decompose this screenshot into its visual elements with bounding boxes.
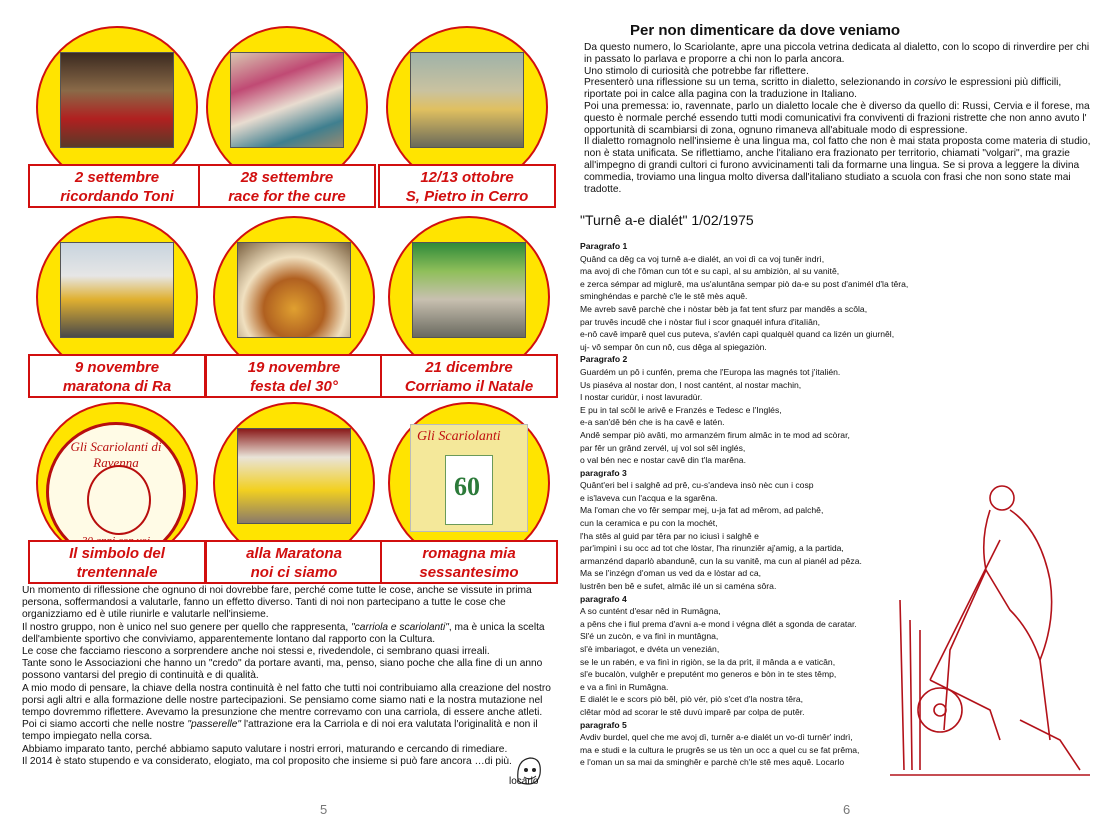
poem-title: "Turnê a-e dialét" 1/02/1975 [580,212,754,228]
event-tile-6 [380,216,558,398]
romagna-mia-poster: Gli Scariolanti 60 [410,424,528,532]
event-photo [237,242,351,338]
poem-line: Avdiv burdel, quel che me avoj dì, turnêr a-e dialét un vo-dì turnêr' indrì, [580,732,853,743]
event-photo [412,242,526,338]
poem-line: o val bén nec e nostar cavê din t'la marêna. [580,455,746,466]
poem-line: cun la ceramica e pu con la mochét, [580,518,718,529]
page-number-left: 5 [320,802,328,817]
poem-line: Quând ca dêg ca voj turnê a-e dialét, an voi dì ca voj tunêr indrì, [580,253,825,264]
poem-line: Andê sempar piò avâti, mo armanzém firum almâc in te mod ad scòrar, [580,429,850,440]
event-tile-7 [28,402,206,584]
poem-line: e is'laveva cun l'acqua e la sgarêna. [580,492,718,503]
event-tile-9 [380,402,558,584]
event-caption: 9 novembre maratona di Ra [28,354,206,398]
poem-line: Ma l'oman che vo fêr sempar mej, u-ja fat ad mêrom, ad palchê, [580,505,824,516]
event-photo [237,428,351,524]
intro-text: Da questo numero, lo Scariolante, apre una piccola vetrina dedicata al dialetto, con lo scopo di rinverdire per chi in passato lo parlava e proporre a chi non lo parla ancora. Uno stimolo di curiosità che potrebbe far riflettere. Presenterò una riflessione su un tema, scritto in dialetto, selezionando in corsivo le espressioni più difficili, riportate poi in calce alla pagina con la traduzione in Italiano. Poi una premessa: io, ravennate, parlo un dialetto locale che è diverso da quello di: Russi, Cervia e il forese, ma questo è normale perché essendo tutti modi comunicativi fra conviventi di frazioni ristrette che non anno avuto l' opportunità di scambiarsi di zona, ognuno rimaneva all'abituale modo di espressione. Il dialetto romagnolo nell'insieme è una lingua ma, col fatto che non è mai stata proposta come materia di studio, non è stata unificata. Se riflettiamo, anche l'italiano era frazionato per territorio, chiamati "volgari", ma grazie all'impegno di grandi cultori ci furono avvicinamenti tali da formarne una lingua. Se si prova a leggere la divina commedia, troviamo una lingua molto diversa dall'italiano studiato a scuola con frasi che non sono state mai tradotte. [584,42,1091,195]
event-caption: 19 novembre festa del 30° [205,354,383,398]
poem-line: uj- vô sempar ôn cun nô, cus dêga al spiegaziòn. [580,341,767,352]
poem-line: E dialét le e scors piò bêl, piò vér, piò s'cet d'la nostra têra, [580,694,804,705]
poem-line: l'ha stês al guid par têra par no iciusì i salghê e [580,530,759,541]
poem-line: sl'è imbariagot, e dvéta un venezián, [580,644,720,654]
poem-line: Ma se l'inzégn d'oman us ved da e lòstar ad ca, [580,568,761,579]
poem-line: Us piaséva al nostar don, I nost cantént, al nostar machin, [580,379,802,390]
poem-line: par'impinì i su occ ad tot che lòstar, l'ha rinunziêr aj'amig, a la partida, [580,543,844,554]
event-tile-4 [28,216,206,398]
poem-line: I nostar curidùr, i nost lavuradùr. [580,392,703,403]
poem-line: Sl'é un zucòn, e va finì in muntâgna, [580,631,719,642]
event-photo [60,242,174,338]
poem-line: Guardém un pô i cunfén, prema che l'Europa las magnés tot j'italién. [580,366,841,377]
wheelbarrow-figure-icon [87,465,151,535]
poem-line: Quânt'eri bel i salghê ad prê, cu-s'andeva insò nèc cun i cosp [580,480,814,491]
page-number-right: 6 [843,802,851,817]
poem-line: e-nô cavê imparê quel cus puteva, s'avlén capì qualquèl quand ca lizén un giurnêl, [580,329,895,340]
event-caption: 21 dicembre Corriamo il Natale [380,354,558,398]
scariolante-wheelbarrow-drawing [890,480,1090,780]
event-tile-3 [378,26,556,208]
poem-line: ma e studi e la cultura le prugrês se us tèn un occ a quel cu se fat prêma, [580,744,860,755]
poem-line: armanzénd daparlò abandunê, cun la su vanitê, ma cun al pianél ad pêza. [580,555,862,566]
left-article-text: Un momento di riflessione che ognuno di noi dovrebbe fare, perché come tutte le cose, anche se vissute in prima persona, soffermandosi a valutarle, fanno un effetto diverso. Tanti di noi non partecipano a tutte le cose che organizziamo ed è utile riunirle e valutarle nell'insieme. Il nostro gruppo, non è unico nel suo genere per quello che rappresenta, "carriola e scariolanti", ma è unica la scelta dell'ambiente sportivo che conviviamo, apparentemente lontano dal rapporto con la Cultura. Le cose che facciamo riescono a sorprendere anche noi stessi e, rivedendole, ci sembrano quasi irreali. Tante sono le Associazioni che hanno un "credo" da portare avanti, ma, penso, siano poche che alla fine di un anno possono vantarsi del pregio di continuità e di qualità. A mio modo di pensare, la chiave della nostra continuità è nel fatto che tutti noi contribuiamo alla creazione del nostro porsi agli altri e alla formazione delle nostre partecipazioni. Se pensiamo come siamo nati e la nostra mutazione nel tempo dovremmo riflettere. Avevamo la presunzione che mentre correvamo con una carriola, di essere anche atleti. Poi ci siamo accorti che nelle nostre "passerelle" l'attrazione era la Carriola e di noi era valutata l'originalità e non il tempo impiegato nella corsa. Abbiamo imparato tanto, perché abbiamo saputo valutare i nostri errori, maturando e cercando di rimediare. Il 2014 è stato stupendo e va considerato, elogiato, ma col proposito che insieme si può fare ancora …di più. [22,585,551,767]
event-tile-8 [205,402,383,584]
poem-line: par fêr un grând zervél, uj vol sol sêl inglés, [580,442,746,453]
poem-paragraph-heading: paragrafo 5 [580,719,627,730]
event-caption: 12/13 ottobre S, Pietro in Cerro [378,164,556,208]
event-tile-2 [198,26,376,208]
poem-line: se le un rabén, e va finì in rigiòn, se la da prìt, il mânda a e vaticân, [580,656,836,667]
poem-line: sminghéndas e parchè c'le le stê mès aquê. [580,291,748,302]
event-tile-1 [28,26,206,208]
event-caption: 2 settembre ricordando Toni [28,164,206,208]
event-photo [60,52,174,148]
article-title: Per non dimenticare da dove veniamo [630,22,901,39]
poem-paragraph-heading: Paragrafo 2 [580,354,628,365]
event-tile-5 [205,216,383,398]
poem-line: e zerca sémpar ad miglurê, ma us'aluntâna sempar piò da-e su post d'animél d'la têra, [580,278,909,289]
poem-paragraph-heading: paragrafo 3 [580,467,627,478]
poem-line: sl'e bucalòn, vulghêr e preputént mo generos e bòn in te stes têmp, [580,669,837,680]
event-caption: 28 settembre race for the cure [198,164,376,208]
poem-line: e va a finì in Rumâgna. [580,681,669,692]
poem-line: Me avreb savê parchè che i nòstar bèb ja fat tent sfurz par mandês a scôla, [580,303,868,314]
poem-line: e-a san'dê bén che is ha cavê e latén. [580,417,725,428]
author-signature: locarlo [509,776,539,787]
poem-line: par truvês incudê che i nòstar fiul i scor gnaquél infura d'itaIiân, [580,316,821,327]
poem-line: A so cuntént d'esar nêd in Rumâgna, [580,606,721,617]
scariolanti-anniversary-logo: Gli Scariolanti di Ravenna [46,422,186,562]
poem-line: a pêns che i fiul prema d'avni a-e mond i végna dlét a sgonda de caratar. [580,618,857,629]
event-caption: romagna mia sessantesimo [380,540,558,584]
poem-line: clêtar mòd ad scorar le stê duvù imparê par colpa de putêr. [580,706,805,717]
poem-paragraph-heading: Paragrafo 1 [580,241,628,251]
poem-line: ma avoj dì che l'ôman cun tót e su capì, al su ambiziòn, al su vanitê, [580,266,840,277]
poem-line: e l'oman un sa mai da sminghêr e parchè ch'le stê mes aquê. Locarlo [580,757,845,768]
event-photo [230,52,344,148]
poem-line: lustrên ben bê e sufet, almâc ilé un si caména sôra. [580,581,777,592]
event-caption: alla Maratona noi ci siamo [205,540,383,584]
event-photo [410,52,524,148]
event-caption: Il simbolo del trentennale [28,540,206,584]
poem-paragraph-heading: paragrafo 4 [580,593,627,604]
sixty-badge: 60 [445,455,493,525]
poem-line: E pu in tal scôl le arivê e Franzés e Tedesc e l'Inglés, [580,404,782,415]
